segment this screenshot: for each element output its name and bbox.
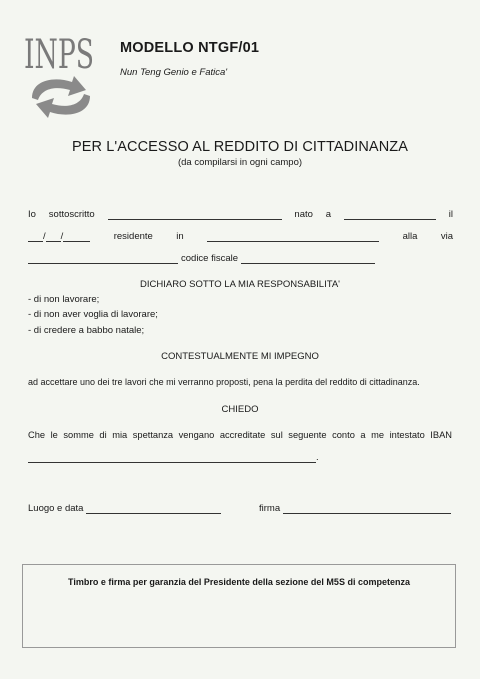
iban-field[interactable] [28, 453, 316, 463]
label-codice-fiscale: codice fiscale [181, 253, 239, 264]
iban-period: . [316, 452, 319, 463]
commitment-heading: CONTESTUALMENTE MI IMPEGNO [161, 351, 319, 362]
birthplace-field[interactable] [344, 210, 436, 220]
label-in: in [176, 231, 184, 242]
label-via: via [440, 231, 453, 242]
model-subtitle: Nun Teng Genio e Fatica' [120, 67, 228, 78]
recycle-arrows-icon [32, 76, 90, 118]
inps-logo-text: INPS [24, 32, 94, 78]
declaration-heading: DICHIARO SOTTO LA MIA RESPONSABILITA' [140, 279, 340, 290]
form-line-3 [28, 253, 375, 264]
label-alla: alla [402, 231, 418, 242]
label-residente: residente [113, 231, 153, 242]
street-field[interactable] [28, 254, 178, 264]
place-date-field[interactable] [86, 504, 221, 514]
stamp-box-label: Timbro e firma per garanzia del Presidente della sezione del M5S di competenza [68, 577, 410, 587]
label-firma: firma [259, 503, 281, 514]
request-text: Che le somme di mia spettanza vengano accreditate sul seguente conto a me intestato IBAN [28, 430, 452, 440]
date-separator: / [43, 231, 46, 242]
iban-line [28, 452, 319, 463]
label-luogo-data: Luogo e data [28, 503, 84, 514]
label-nato: nato [294, 209, 313, 220]
birth-year-field[interactable] [60, 231, 90, 242]
birth-day-field[interactable] [28, 232, 43, 242]
label-io: Io [28, 209, 36, 220]
declaration-item: - di non aver voglia di lavorare; [28, 309, 158, 320]
page-title: PER L'ACCESSO AL REDDITO DI CITTADINANZA [71, 139, 409, 155]
request-heading: CHIEDO [221, 404, 259, 415]
label-a: a [325, 209, 332, 220]
birth-month-field[interactable] [46, 232, 61, 242]
residence-city-field[interactable] [207, 232, 379, 242]
declaration-item: - di credere a babbo natale; [28, 325, 145, 336]
form-line-2 [28, 231, 453, 242]
declaration-item: - di non lavorare; [28, 294, 100, 305]
model-title: MODELLO NTGF/01 [120, 40, 260, 56]
inps-logo [24, 20, 96, 120]
birthdate-field[interactable] [28, 231, 90, 242]
label-il: il [448, 209, 453, 220]
signature-line [259, 503, 451, 514]
label-sottoscritto: sottoscritto [48, 209, 95, 220]
place-date-line [28, 503, 221, 514]
form-line-1 [28, 209, 453, 220]
tax-code-field[interactable] [241, 254, 375, 264]
date-separator: / [60, 231, 64, 242]
name-field[interactable] [108, 210, 282, 220]
page-subtitle: (da compilarsi in ogni campo) [177, 157, 303, 168]
signature-field[interactable] [283, 504, 451, 514]
commitment-text: ad accettare uno dei tre lavori che mi verranno proposti, pena la perdita del reddito di cittadinanza. [28, 377, 420, 387]
